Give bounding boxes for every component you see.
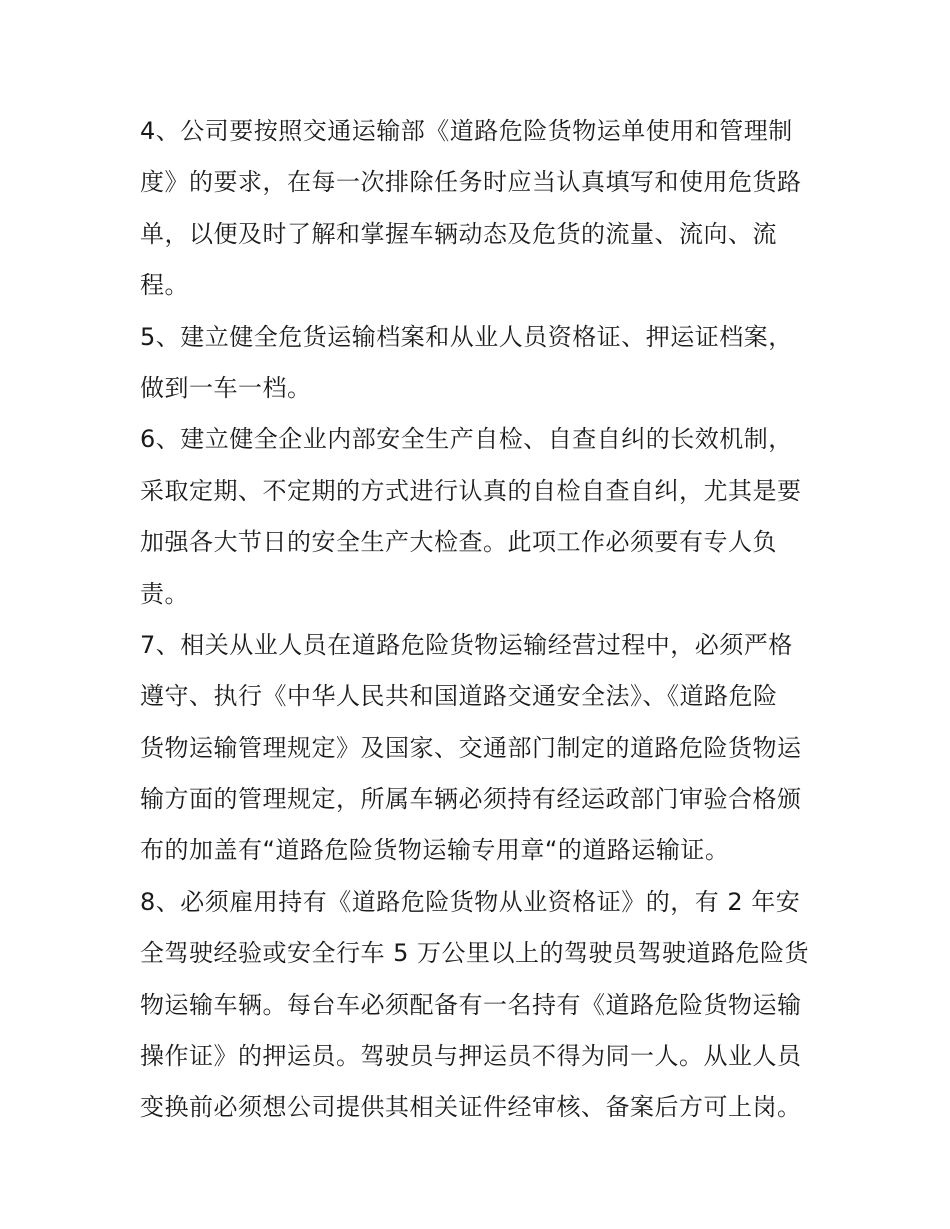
text-line: 遵守、执行《中华人民共和国道路交通安全法》、《道路危险 [140, 682, 778, 711]
text-line: 变换前必须想公司提供其相关证件经审核、备案后方可上岗。 [140, 1093, 802, 1122]
text-line: 货物运输管理规定》及国家、交通部门制定的道路危险货物运 [140, 733, 802, 762]
text-line: 做到一车一档。 [140, 373, 312, 402]
text-line: 5、建立健全危货运输档案和从业人员资格证、押运证档案， [140, 322, 793, 351]
text-line: 7、相关从业人员在道路危险货物运输经营过程中，必须严格 [140, 630, 793, 659]
text-line: 责。 [140, 579, 189, 608]
text-line: 度》的要求，在每一次排除任务时应当认真填写和使用危货路 [140, 168, 802, 197]
text-line: 输方面的管理规定，所属车辆必须持有经运政部门审验合格颁 [140, 785, 802, 814]
text-line: 6、建立健全企业内部安全生产自检、自查自纠的长效机制， [140, 425, 793, 454]
document-body [140, 106, 815, 1134]
text-line: 全驾驶经验或安全行车 5 万公里以上的驾驶员驾驶道路危险货 [140, 939, 810, 968]
text-line: 4、公司要按照交通运输部《道路危险货物运单使用和管理制 [140, 117, 793, 145]
text-line: 程。 [140, 271, 189, 300]
text-line: 单，以便及时了解和掌握车辆动态及危货的流量、流向、流 [140, 219, 777, 248]
text-line: 采取定期、不定期的方式进行认真的自检自查自纠，尤其是要 [140, 476, 802, 505]
text-line: 物运输车辆。每台车必须配备有一名持有《道路危险货物运输 [140, 990, 802, 1019]
text-line: 操作证》的押运员。驾驶员与押运员不得为同一人。从业人员 [140, 1042, 802, 1071]
text-line: 8、必须雇用持有《道路危险货物从业资格证》的，有 2 年安 [140, 887, 801, 916]
text-line: 加强各大节日的安全生产大检查。此项工作必须要有专人负 [140, 528, 777, 557]
text-line: 布的加盖有“道路危险货物运输专用章“的道路运输证。 [140, 836, 730, 865]
